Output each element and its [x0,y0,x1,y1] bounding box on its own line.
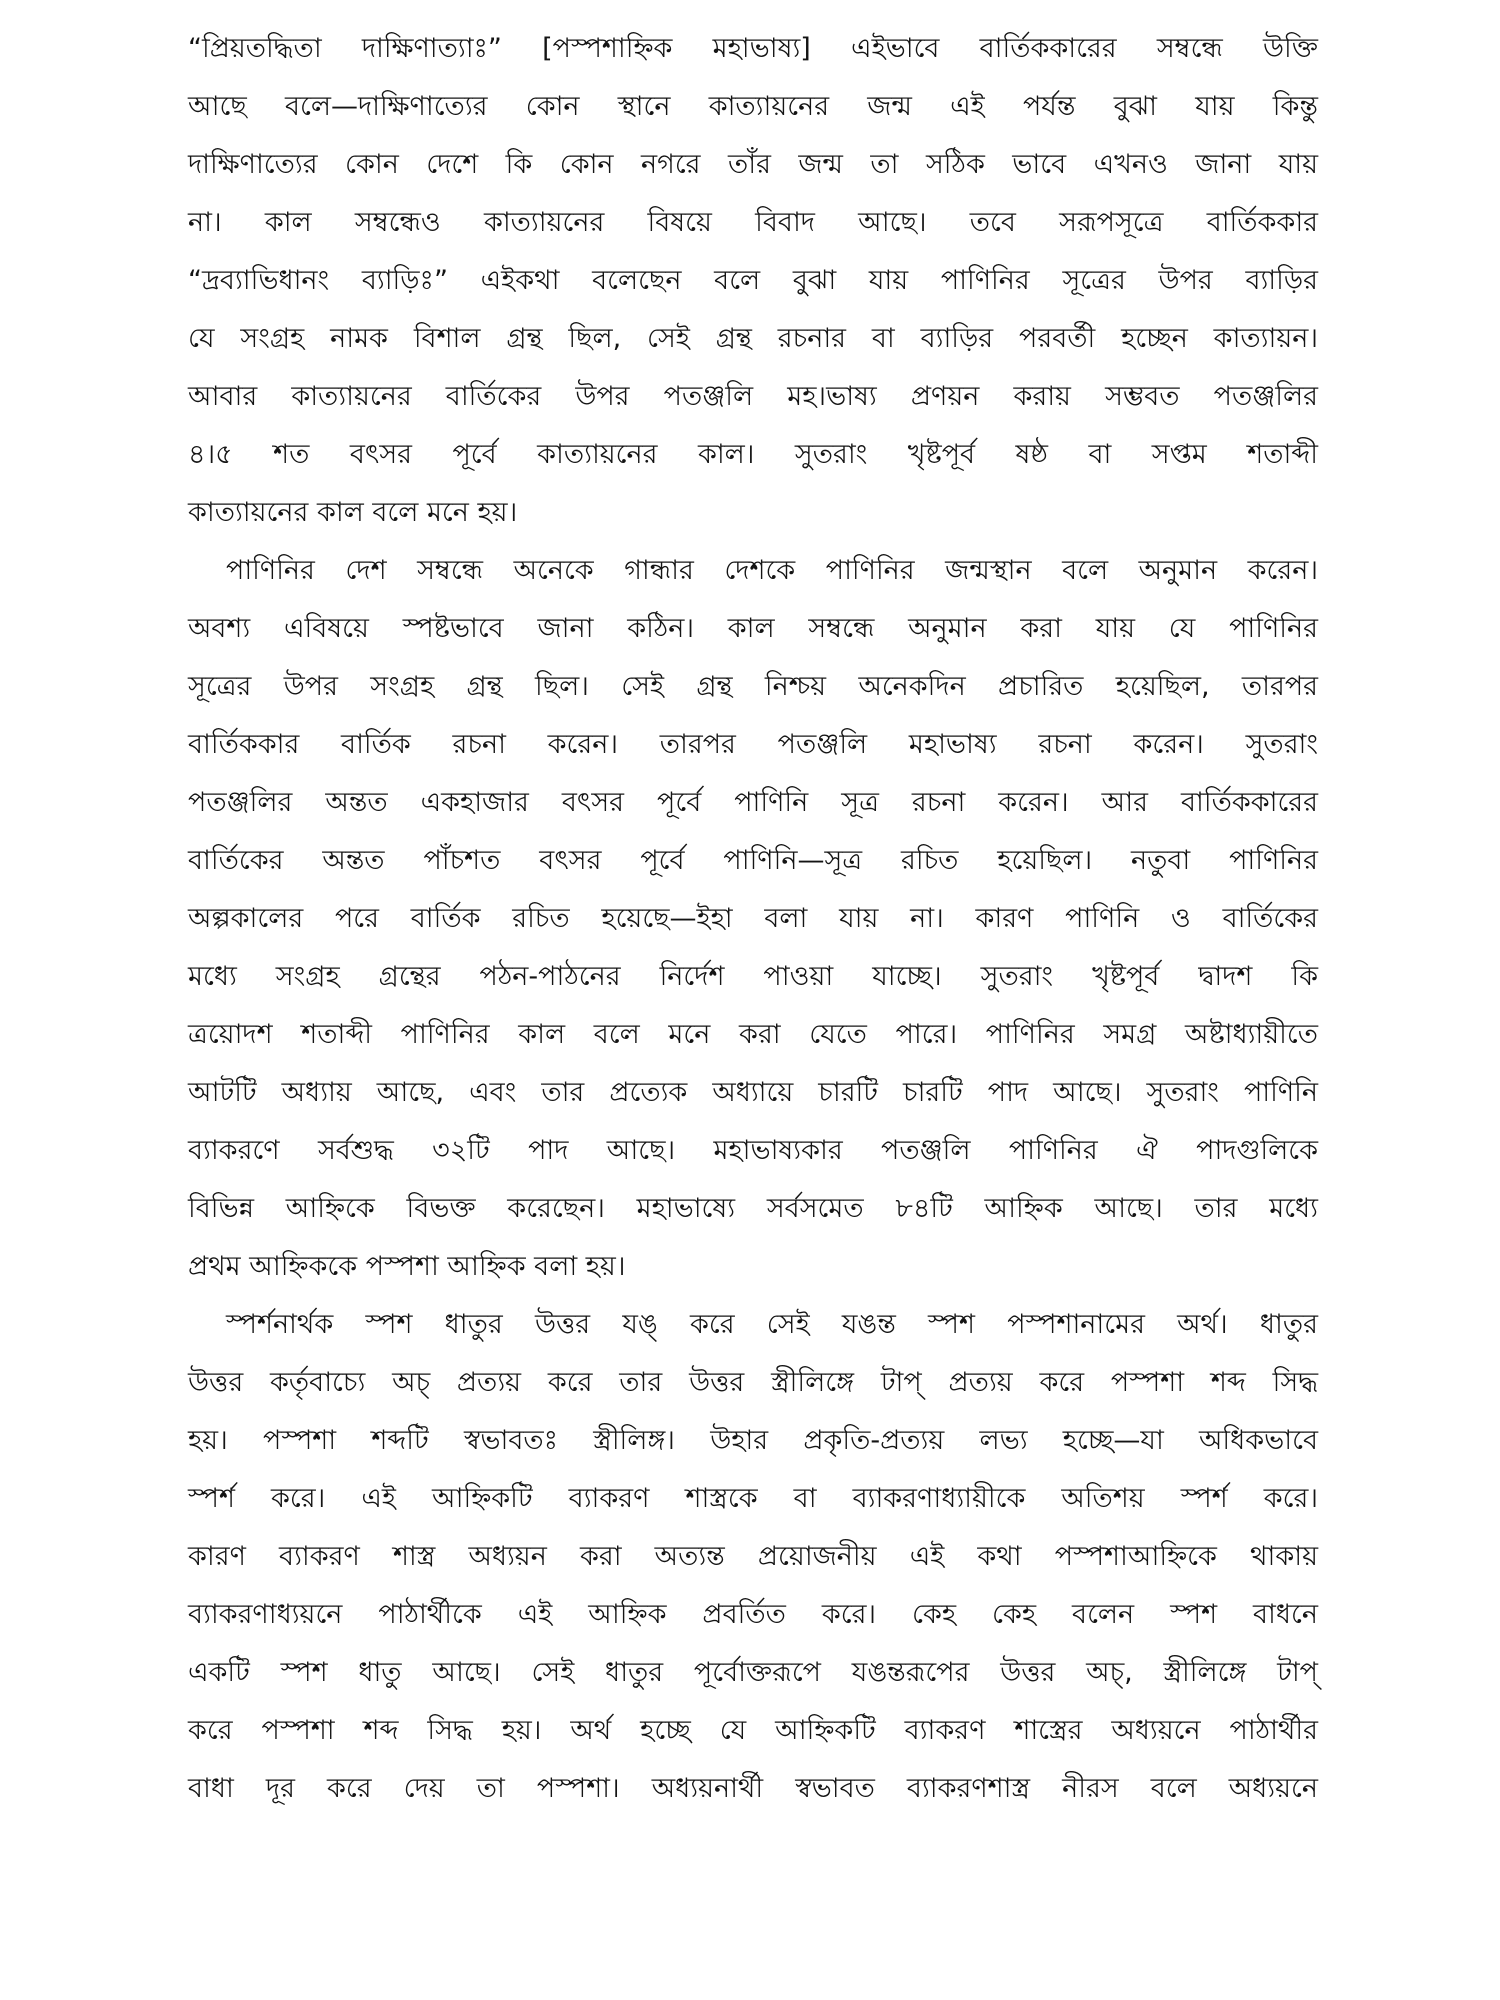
text-line: প্রথম আহ্নিককে পস্পশা আহ্নিক বলা হয়। [188,1251,626,1282]
text-line: “প্রিয়তদ্ধিতা দাক্ষিণাত্যাঃ” [পস্পশাহ্নিক মহাভাষ্য] এইভাবে বার্তিককারের সম্বন্ধে উক্তি [188,33,1318,64]
document-page [188,20,1318,1818]
text-line: পাণিনির দেশ সম্বন্ধে অনেকে গান্ধার দেশকে পাণিনির জন্মস্থান বলে অনুমান করেন। [226,555,1318,586]
text-line: আটটি অধ্যায় আছে, এবং তার প্রত্যেক অধ্যায়ে চারটি চারটি পাদ আছে। সুতরাং পাণিনি [188,1077,1318,1108]
text-line: না। কাল সম্বন্ধেও কাত্যায়নের বিষয়ে বিবাদ আছে। তবে সরূপসূত্রে বার্তিককার [188,207,1318,238]
text-line: বিভিন্ন আহ্নিকে বিভক্ত করেছেন। মহাভাষ্যে সর্বসমেত ৮৪টি আহ্নিক আছে। তার মধ্যে [188,1193,1318,1224]
text-line: দাক্ষিণাত্যের কোন দেশে কি কোন নগরে তাঁর জন্ম তা সঠিক ভাবে এখনও জানা যায় [188,149,1318,180]
text-line: ত্রয়োদশ শতাব্দী পাণিনির কাল বলে মনে করা যেতে পারে। পাণিনির সমগ্র অষ্টাধ্যায়ীতে [188,1019,1318,1050]
text-line: উত্তর কর্তৃবাচ্যে অচ্ প্রত্যয় করে তার উত্তর স্ত্রীলিঙ্গে টাপ্ প্রত্যয় করে পস্পশা শব্দ সিদ্ধ [188,1367,1318,1398]
text-line: ৪।৫ শত বৎসর পূর্বে কাত্যায়নের কাল। সুতরাং খৃষ্টপূর্ব ষষ্ঠ বা সপ্তম শতাব্দী [188,439,1318,470]
text-line: করে পস্পশা শব্দ সিদ্ধ হয়। অর্থ হচ্ছে যে আহ্নিকটি ব্যাকরণ শাস্ত্রের অধ্যয়নে পাঠার্থীর [188,1715,1318,1746]
text-line: ব্যাকরণে সর্বশুদ্ধ ৩২টি পাদ আছে। মহাভাষ্যকার পতঞ্জলি পাণিনির ঐ পাদগুলিকে [188,1135,1318,1166]
paragraph-katyayana [188,20,1318,542]
text-line: অবশ্য এবিষয়ে স্পষ্টভাবে জানা কঠিন। কাল সম্বন্ধে অনুমান করা যায় যে পাণিনির [188,613,1318,644]
text-line: কারণ ব্যাকরণ শাস্ত্র অধ্যয়ন করা অত্যন্ত প্রয়োজনীয় এই কথা পস্পশাআহ্নিকে থাকায় [188,1541,1318,1572]
text-line: অল্পকালের পরে বার্তিক রচিত হয়েছে—ইহা বলা যায় না। কারণ পাণিনি ও বার্তিকের [188,903,1318,934]
text-line: হয়। পস্পশা শব্দটি স্বভাবতঃ স্ত্রীলিঙ্গ। উহার প্রকৃতি-প্রত্যয় লভ্য হচ্ছে—যা অধিকভাবে [188,1425,1318,1456]
text-line: বাধা দূর করে দেয় তা পস্পশা। অধ্যয়নার্থী স্বভাবত ব্যাকরণশাস্ত্র নীরস বলে অধ্যয়নে [188,1773,1318,1804]
text-line: কাত্যায়নের কাল বলে মনে হয়। [188,497,518,528]
paragraph-panini [188,542,1318,1296]
text-line: ব্যাকরণাধ্যয়নে পাঠার্থীকে এই আহ্নিক প্রবর্তিত করে। কেহ কেহ বলেন স্পশ বাধনে [188,1599,1318,1630]
text-line: স্পর্শ করে। এই আহ্নিকটি ব্যাকরণ শাস্ত্রকে বা ব্যাকরণাধ্যায়ীকে অতিশয় স্পর্শ করে। [188,1483,1318,1514]
text-line: বার্তিকের অন্তত পাঁচশত বৎসর পূর্বে পাণিনি—সূত্র রচিত হয়েছিল। নতুবা পাণিনির [188,845,1318,876]
text-line: আছে বলে—দাক্ষিণাত্যের কোন স্থানে কাত্যায়নের জন্ম এই পর্যন্ত বুঝা যায় কিন্তু [188,91,1318,122]
text-line: সূত্রের উপর সংগ্রহ গ্রন্থ ছিল। সেই গ্রন্থ নিশ্চয় অনেকদিন প্রচারিত হয়েছিল, তারপর [188,671,1318,702]
text-line: যে সংগ্রহ নামক বিশাল গ্রন্থ ছিল, সেই গ্রন্থ রচনার বা ব্যাড়ির পরবর্তী হচ্ছেন কাত্যায়ন। [188,323,1318,354]
text-line: স্পর্শনার্থক স্পশ ধাতুর উত্তর যঙ্ করে সেই যঙন্ত স্পশ পস্পশানামের অর্থ। ধাতুর [226,1309,1318,1340]
paragraph-paspasha [188,1296,1318,1818]
text-line: আবার কাত্যায়নের বার্তিকের উপর পতঞ্জলি মহ।ভাষ্য প্রণয়ন করায় সম্ভবত পতঞ্জলির [188,381,1318,412]
text-line: পতঞ্জলির অন্তত একহাজার বৎসর পূর্বে পাণিনি সূত্র রচনা করেন। আর বার্তিককারের [188,787,1318,818]
text-line: মধ্যে সংগ্রহ গ্রন্থের পঠন-পাঠনের নির্দেশ পাওয়া যাচ্ছে। সুতরাং খৃষ্টপূর্ব দ্বাদশ কি [188,961,1318,992]
text-line: “দ্রব্যাভিধানং ব্যাড়িঃ” এইকথা বলেছেন বলে বুঝা যায় পাণিনির সূত্রের উপর ব্যাড়ির [188,265,1318,296]
text-line: একটি স্পশ ধাতু আছে। সেই ধাতুর পূর্বোক্তরূপে যঙন্তরূপের উত্তর অচ্, স্ত্রীলিঙ্গে টাপ্ [188,1657,1318,1688]
text-line: বার্তিককার বার্তিক রচনা করেন। তারপর পতঞ্জলি মহাভাষ্য রচনা করেন। সুতরাং [188,729,1318,760]
